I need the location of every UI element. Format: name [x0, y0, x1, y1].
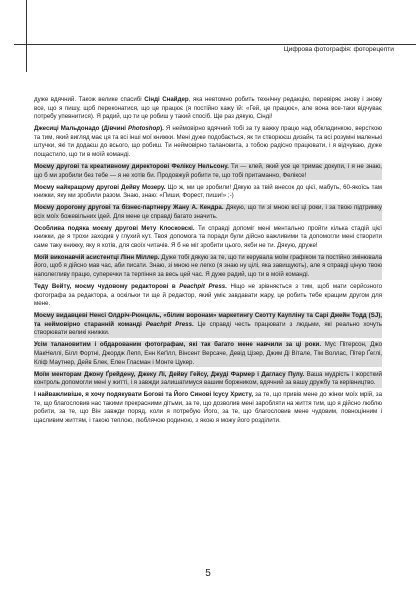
- paragraph-p3: [34, 163, 382, 180]
- body-text: Що ж, ми це зробили! Дякую за твій внесок до цієї, мабуть, 60-якоїсь там книжки, яку ми зробили разом. Знаю, знаю: «Пиши, Форест, пиши!» ;-): [34, 183, 382, 200]
- header-vertical-rule: [26, 0, 27, 72]
- paragraph-p4: [34, 184, 382, 201]
- page-number: 5: [205, 568, 211, 579]
- paragraph-p8: [34, 283, 382, 309]
- body-text: Дуже тобі дякую за те, що ти керувала моїм графіком та постійно змінювала його, щоб я дійсно мав час, аби писати. Знаю, зі мною не легко (я знаю ну цілі, яка завищують), але я справді ціную твою наполегливу працю, суперечки та терпіння за весь цей час. Я дуже радий, що ти в моїй команді.: [34, 253, 382, 279]
- emphasis-text: Теду Вейту, моєму чудовому редакторові в: [34, 283, 180, 291]
- paragraph-p6: [34, 225, 382, 251]
- emphasis-text: Усім талановитим і обдарованим фотографам, які так багато мене навчили за ці роки.: [34, 341, 322, 349]
- paragraph-p11: [34, 371, 382, 388]
- emphasis-text: Моїй виконавчій асистентці Лінн Міллер.: [34, 253, 160, 261]
- body-text: дуже вдячний. Також велике спасибі: [34, 96, 145, 103]
- emphasis-text: Peachpit Press: [179, 283, 226, 291]
- emphasis-text: Моєму видавцеві Ненсі Олдріч-Рюнцель, «білим воронам» маркетингу Скотту Каупліну та Сарі Джейн Тодд (SJ), та неймовірно старанній команді: [34, 312, 382, 328]
- paragraph-p10: [34, 341, 382, 367]
- body-text: Ваша мудрість і жорсткий контроль допомогли мені у житті, і я завжди залишатимуся вашим боржником, вдячний за вашу дружбу та керівництво.: [34, 370, 382, 387]
- emphasis-text: Моєму дорогому другові та бізнес-партнеру Жану А. Кендра.: [34, 204, 224, 212]
- body-text: Мус Пітерсон, Джо МакНеллі, Білл Фортні, Джордж Лепп, Енн Кеґілл, Вінсент Версаче, Девід Цізер, Джим Ді Вітале, Тім Воллас, Пітер Ґеглі, Кліф Маутнер, Дейв Блек, Елен Гласман і Монте Цукер.: [34, 341, 382, 366]
- emphasis-text: Моєму найкращому другові Дейву Мозеру.: [34, 183, 166, 191]
- emphasis-text: І найважливіше, я хочу подякувати Богові та Його Синові Ісусу Христу,: [34, 391, 254, 399]
- emphasis-text: .: [225, 283, 227, 291]
- emphasis-text: Особлива подяка моєму другові Мету Клосковскі.: [34, 224, 195, 232]
- body-text: Це справді честь працювати з людьми, які реально хочуть створювати великі книжки.: [34, 320, 382, 337]
- paragraph-p7: [34, 254, 382, 280]
- emphasis-text: Моєму другові та креативному директорові Феліксу Нельсону.: [34, 162, 229, 170]
- emphasis-text: Peachpit Press: [145, 320, 193, 328]
- emphasis-text: .: [192, 320, 194, 328]
- emphasis-text: Photoshop: [128, 125, 161, 133]
- body-text: за те, що привів мене до жінки моїх мрій, за те, що благословив нас такими прекрасними дітьми, за те, що дозволив мені заробляти на життя тим, що я дійсно люблю робити, за те, що Він завжди поряд, коли я потребую Його, за те, що благословив мене чудовим, повноцінним і щасливим життям, і такою теплою, люблячою родиною, з якою я можу його розділити.: [34, 391, 382, 424]
- emphasis-text: ).: [160, 125, 164, 133]
- paragraph-p5: [34, 204, 382, 221]
- emphasis-text: Сінді Снайдер: [144, 96, 189, 103]
- paragraph-p12: [34, 391, 382, 425]
- acknowledgments-text: [34, 96, 382, 429]
- paragraph-p2: [34, 125, 382, 159]
- emphasis-text: Джесиці Мальдонадо (Дівчині: [34, 125, 128, 133]
- body-text: Ти — клей, який усе це тримає докупи, і я не знаю, що б ми зробили без тебе — я не хотів би. Продовжуй робити те, що тобі притаманно, Феліксе!: [34, 162, 383, 179]
- body-text: , яка невтомно робить технічну редакцію, перевіряє знову і знову все, що я пишу, щоб переконатися, що це працює (я постійно кажу їй: «Гей, це працює», але вона все-таки відчуває потребу упевнитися). Я радий, що ти це робиш у такий спосіб. Ще раз дякую, Сінді!: [34, 96, 382, 121]
- emphasis-text: Моїм менторам Джону Ґрейдену, Джеку Лі, Дейву Гейсу, Джуді Фармер і Дагласу Пулу.: [34, 370, 305, 378]
- running-head-title: Цифрова фотографія: фоторецепти: [283, 46, 394, 53]
- body-text: Дякую, що ти зі мною всі ці роки, і за твою підтримку всіх моїх божевільних ідей. Для мене це справді багато значить.: [34, 204, 382, 220]
- body-text: Ніщо не зрівняється з тим, щоб мати серйозного фотографа за редактора, а оскільки ти ще й редактор, який уміє завдавати жару, це робить тебе кращим другом для мене.: [34, 283, 382, 308]
- body-text: Я неймовірно вдячний тобі за ту важку працю над обкладинкою, версткою та тим, який вигляд має ця та всі інші мої книжки. Мені дуже подобається, як ти створюєш дизайн, та всі розумні маленькі штучки, які ти додаєш до всього, що робиш. Ти неймовірно талановита, з тобою радісно працювати, і я відчуваю, дуже пощастило, що ти в моїй команді.: [34, 125, 382, 158]
- paragraph-p9: [34, 312, 382, 338]
- paragraph-p1: [34, 96, 382, 122]
- body-text: Ти справді допоміг мені ментально пройти кілька стадій цієї книжки, де я трохи заходив у глухий кут. Твоя допомога та поради були дійсно важливими та допомогли мені створити саме таку книжку, яку я хотів, для своїх читачів. Я б не міг зробити цього, якби не ти. Дякую, друже!: [34, 224, 382, 249]
- header-horizontal-rule: [14, 44, 416, 45]
